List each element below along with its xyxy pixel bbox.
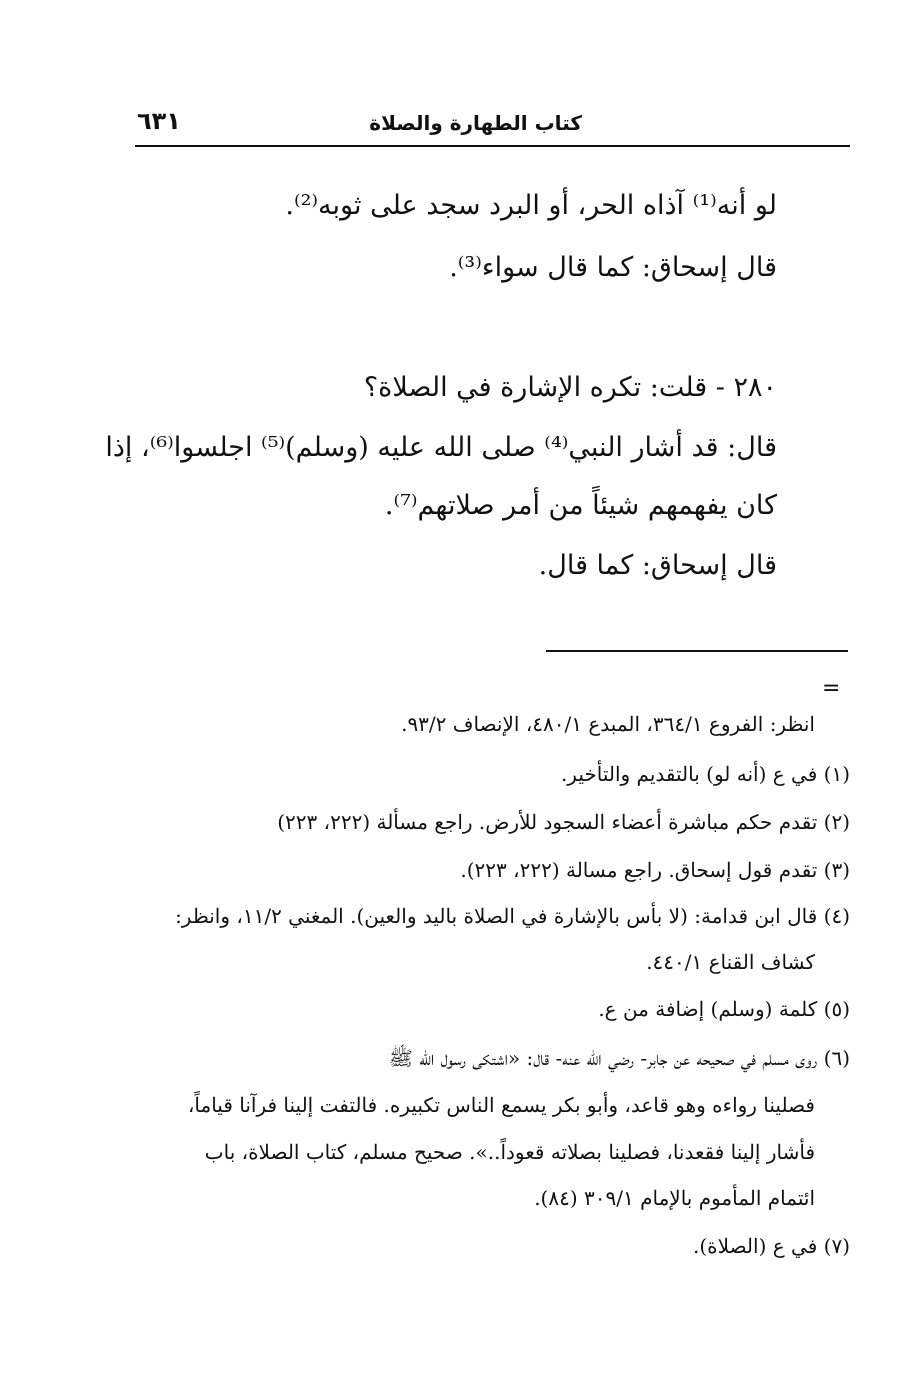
- footnote-6-cont: ائتمام المأموم بالإمام ٣٠٩/١ (٨٤).: [534, 1186, 815, 1210]
- footnote-separator: [546, 650, 848, 652]
- continuation-mark: =: [822, 676, 841, 701]
- answer-line: كان يفهمهم شيئاً من أمر صلاتهم⁽⁷⁾.: [384, 490, 777, 521]
- question-number: ٢٨٠ -: [715, 372, 777, 403]
- footnote-5: (٥) كلمة (وسلم) إضافة من ع.: [598, 997, 850, 1021]
- question-text: قلت: تكره الإشارة في الصلاة؟: [363, 372, 708, 403]
- footnote-6-cont: فصلينا رواءه وهو قاعد، وأبو بكر يسمع الناس تكبيره. فالتفت إلينا فرآنا قياماً،: [187, 1093, 815, 1117]
- footnote-7: (٧) في ع (الصلاة).: [693, 1234, 850, 1258]
- running-title: كتاب الطهارة والصلاة: [369, 111, 582, 135]
- footnote-4-cont: كشاف القناع ٤٤٠/١.: [646, 950, 815, 974]
- footnote-3: (٣) تقدم قول إسحاق. راجع مسالة (٢٢٢، ٢٢٣).: [460, 858, 850, 882]
- answer-line: قال: قد أشار النبي⁽⁴⁾ صلى الله عليه (وسلم)⁽⁵⁾ اجلسوا⁽⁶⁾، إذا: [105, 432, 777, 463]
- footnote-1: (١) في ع (أنه لو) بالتقديم والتأخير.: [560, 762, 850, 786]
- question-line: [364, 372, 777, 403]
- answer-line: قال إسحاق: كما قال.: [538, 550, 777, 581]
- page-header: [135, 105, 850, 147]
- footnote-6-cont: فأشار إلينا فقعدنا، فصلينا بصلاته قعوداً..». صحيح مسلم، كتاب الصلاة، باب: [204, 1140, 815, 1164]
- footnote-6: (٦) روى مسلم في صحيحه عن جابر- رضي الله عنه- قال: «اشتكى رسول الله ﷺ: [388, 1046, 850, 1070]
- footnote-2: (٢) تقدم حكم مباشرة أعضاء السجود للأرض. راجع مسألة (٢٢٢، ٢٢٣): [277, 810, 850, 834]
- page-number: ٦٣١: [137, 107, 181, 135]
- footnote-4: (٤) قال ابن قدامة: (لا بأس بالإشارة في الصلاة باليد والعين). المغني ١١/٢، وانظر:: [175, 904, 850, 928]
- text-line: لو أنه⁽¹⁾ آذاه الحر، أو البرد سجد على ثوبه⁽²⁾.: [285, 190, 777, 221]
- text-line: قال إسحاق: كما قال سواء⁽³⁾.: [449, 252, 777, 283]
- footnote-see-also: انظر: الفروع ٣٦٤/١، المبدع ٤٨٠/١، الإنصاف ٩٣/٢.: [401, 712, 815, 736]
